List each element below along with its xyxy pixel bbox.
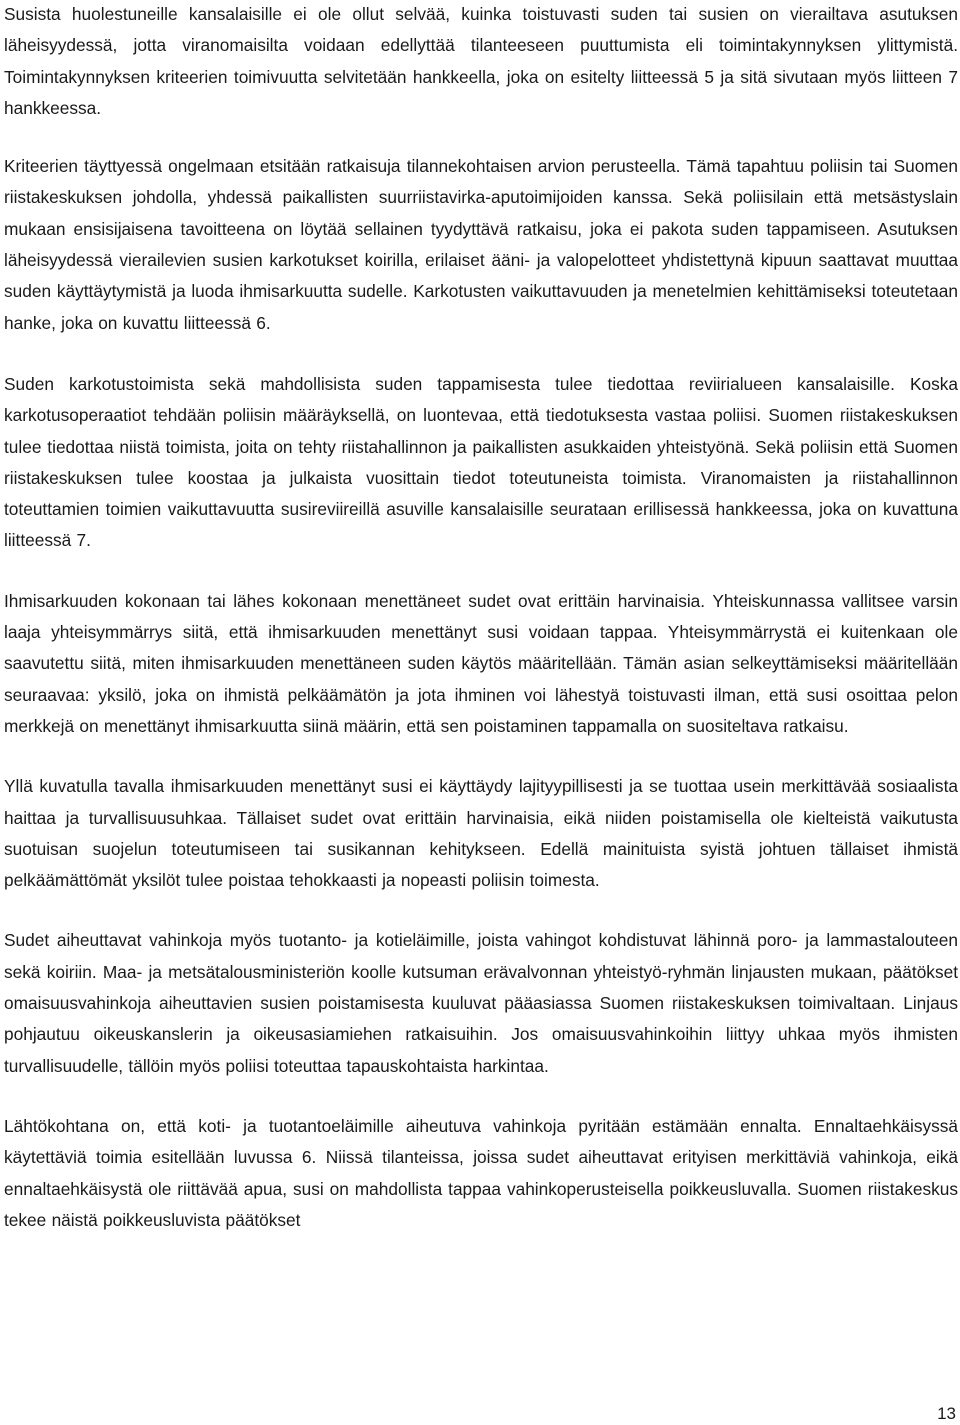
document-page — [4, 0, 958, 1236]
paragraph-2: Kriteerien täyttyessä ongelmaan etsitään ratkaisuja tilannekohtaisen arvion perusteella. Tämä tapahtuu poliisin tai Suomen riistakeskuksen johdolla, yhdessä paikallisten suurriistavirka-aputoimijoiden kanssa. Sekä poliisilain että metsästyslain mukaan ensisijaisena tavoitteena on löytää sellainen tyydyttävä ratkaisu, joka ei pakota suden tappamiseen. Asutuksen läheisyydessä vierailevien susien karkotukset koirilla, erilaiset ääni- ja valopelotteet yhdistettynä kipuun saattavat muuttaa suden käyttäytymistä ja luoda ihmisarkuutta sudelle. Karkotusten vaikuttavuuden ja menetelmien kehittämiseksi toteutetaan hanke, joka on kuvattu liitteessä 6. — [4, 156, 958, 333]
paragraph-1: Susista huolestuneille kansalaisille ei ole ollut selvää, kuinka toistuvasti suden tai susien on vierailtava asutuksen läheisyydessä, jotta viranomaisilta voidaan edellyttää tilanteeseen puuttumista eli toimintakynnyksen ylittymistä. Toimintakynnyksen kriteerien toimivuutta selvitetään hankkeella, joka on esitelty liitteessä 5 ja sitä sivutaan myös liitteen 7 hankkeessa. — [4, 4, 958, 118]
paragraph-7: Lähtökohtana on, että koti- ja tuotantoeläimille aiheutuva vahinkoja pyritään estämään ennalta. Ennaltaehkäisyssä käytettäviä toimia esitellään luvussa 6. Niissä tilanteissa, joissa sudet aiheuttavat erityisen merkittäviä vahinkoja, eikä ennaltaehkäisystä ole riittävää apua, susi on mahdollista tappaa vahinkoperusteisella poikkeusluvalla. Suomen riistakeskus tekee näistä poikkeusluvista päätökset — [4, 1115, 958, 1230]
paragraph-6: Sudet aiheuttavat vahinkoja myös tuotanto- ja kotieläimille, joista vahingot kohdistuvat lähinnä poro- ja lammastalouteen sekä koiriin. Maa- ja metsätalousministeriön koolle kutsuman erävalvonnan yhteistyö-ryhmän linjausten mukaan, päätökset omaisuusvahinkoja aiheuttavien susien poistamisesta kuuluvat pääasiassa Suomen riistakeskuksen toimivaltaan. Linjaus pohjautuu oikeuskanslerin ja oikeusasiamiehen ratkaisuihin. Jos omaisuusvahinkoihin liittyy uhkaa myös ihmisten turvallisuudelle, tällöin myös poliisi toteuttaa tapauskohtaista harkintaa. — [4, 930, 958, 1076]
page-number: 13 — [937, 1404, 956, 1423]
paragraph-5: Yllä kuvatulla tavalla ihmisarkuuden menettänyt susi ei käyttäydy lajityypillisesti ja se tuottaa usein merkittävää sosiaalista haittaa ja turvallisuusuhkaa. Tällaiset sudet ovat erittäin harvinaisia, eikä niiden poistamisella ole kielteistä vaikutusta suotuisan suojelun toteutumiseen tai susikannan kehitykseen. Edellä mainituista syistä johtuen tällaiset ihmistä pelkäämättömät yksilöt tulee poistaa tehokkaasti ja nopeasti poliisin toimesta. — [4, 776, 958, 891]
paragraph-4: Ihmisarkuuden kokonaan tai lähes kokonaan menettäneet sudet ovat erittäin harvinaisia. Yhteiskunnassa vallitsee varsin laaja yhteisymmärrys siitä, että ihmisarkuuden menettänyt susi voidaan tappaa. Yhteisymmärrystä ei kuitenkaan ole saavutettu siitä, miten ihmisarkuuden menettäneen suden käytös määritellään. Tämän asian selkeyttämiseksi määritellään seuraavaa: yksilö, joka on ihmistä pelkäämätön ja jota ihminen voi lähestyä toistuvasti ilman, että susi osoittaa pelon merkkejä on menettänyt ihmisarkuutta siinä määrin, että sen poistaminen tappamalla on suositeltava ratkaisu. — [4, 590, 958, 736]
paragraph-3: Suden karkotustoimista sekä mahdollisista suden tappamisesta tulee tiedottaa reviirialueen kansalaisille. Koska karkotusoperaatiot tehdään poliisin määräyksellä, on luontevaa, että tiedotuksesta vastaa poliisi. Suomen riistakeskuksen tulee tiedottaa niistä toimista, joita on tehty riistahallinnon ja paikallisten asukkaiden yhteistyönä. Sekä poliisin että Suomen riistakeskuksen tulee koostaa ja julkaista vuosittain tiedot toteutuneista toimista. Viranomaisten ja riistahallinnon toteuttamien toimien vaikuttavuutta susireviireillä asuville kansalaisille seurataan erillisessä hankkeessa, joka on kuvattuna liitteessä 7. — [4, 373, 958, 551]
